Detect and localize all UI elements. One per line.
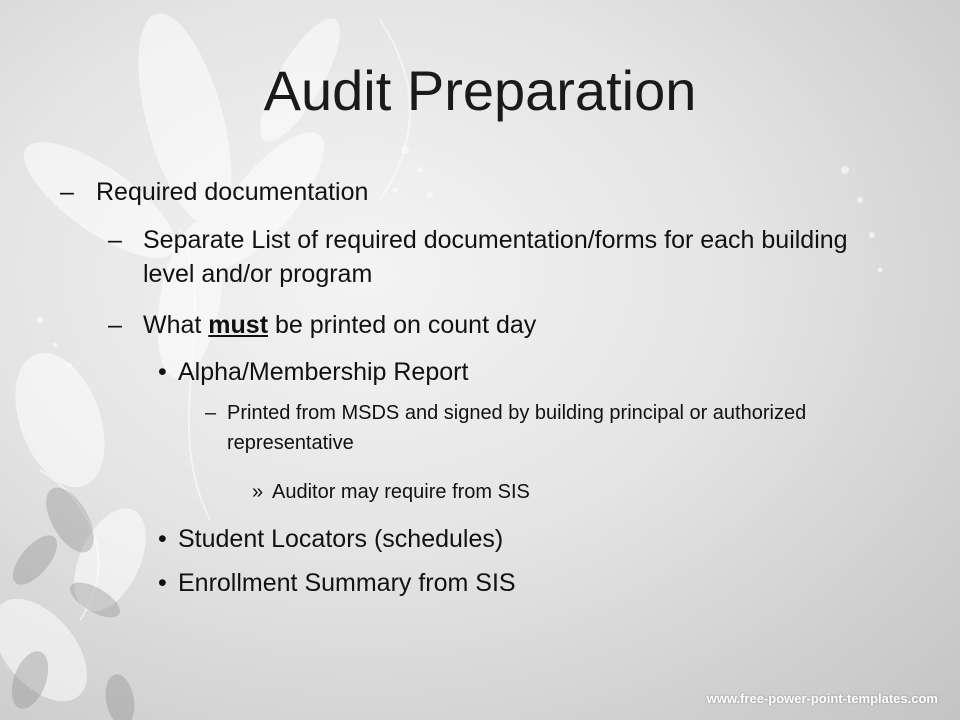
bullet-marker: • (158, 525, 167, 553)
dash-marker: – (108, 311, 122, 339)
bullet-marker: • (158, 569, 167, 597)
dash-marker: – (60, 178, 74, 206)
item-text: Separate List of required documentation/forms for each building level and/or program (143, 226, 848, 288)
dash-marker: – (205, 402, 217, 424)
item-text (143, 308, 848, 342)
chevron-marker: » (252, 481, 264, 503)
footer-watermark: www.free-power-point-templates.com (706, 691, 938, 706)
list-item (108, 308, 848, 342)
item-text: Required documentation (96, 178, 369, 206)
item-text: Alpha/Membership Report (178, 358, 469, 386)
item-text-suffix: be printed on count day (268, 311, 537, 339)
emphasis-text: must (208, 311, 269, 339)
item-text-prefix: What (143, 311, 209, 339)
item-text: Enrollment Summary from SIS (178, 569, 516, 597)
list-item (108, 223, 848, 291)
item-text: Printed from MSDS and signed by building principal or authorized representative (227, 402, 807, 454)
item-text: Auditor may require from SIS (272, 481, 530, 503)
item-text: Student Locators (schedules) (178, 525, 504, 553)
slide-title: Audit Preparation (263, 59, 697, 122)
list-item (205, 398, 905, 458)
dash-marker: – (108, 226, 122, 254)
bullet-marker: • (158, 358, 167, 386)
